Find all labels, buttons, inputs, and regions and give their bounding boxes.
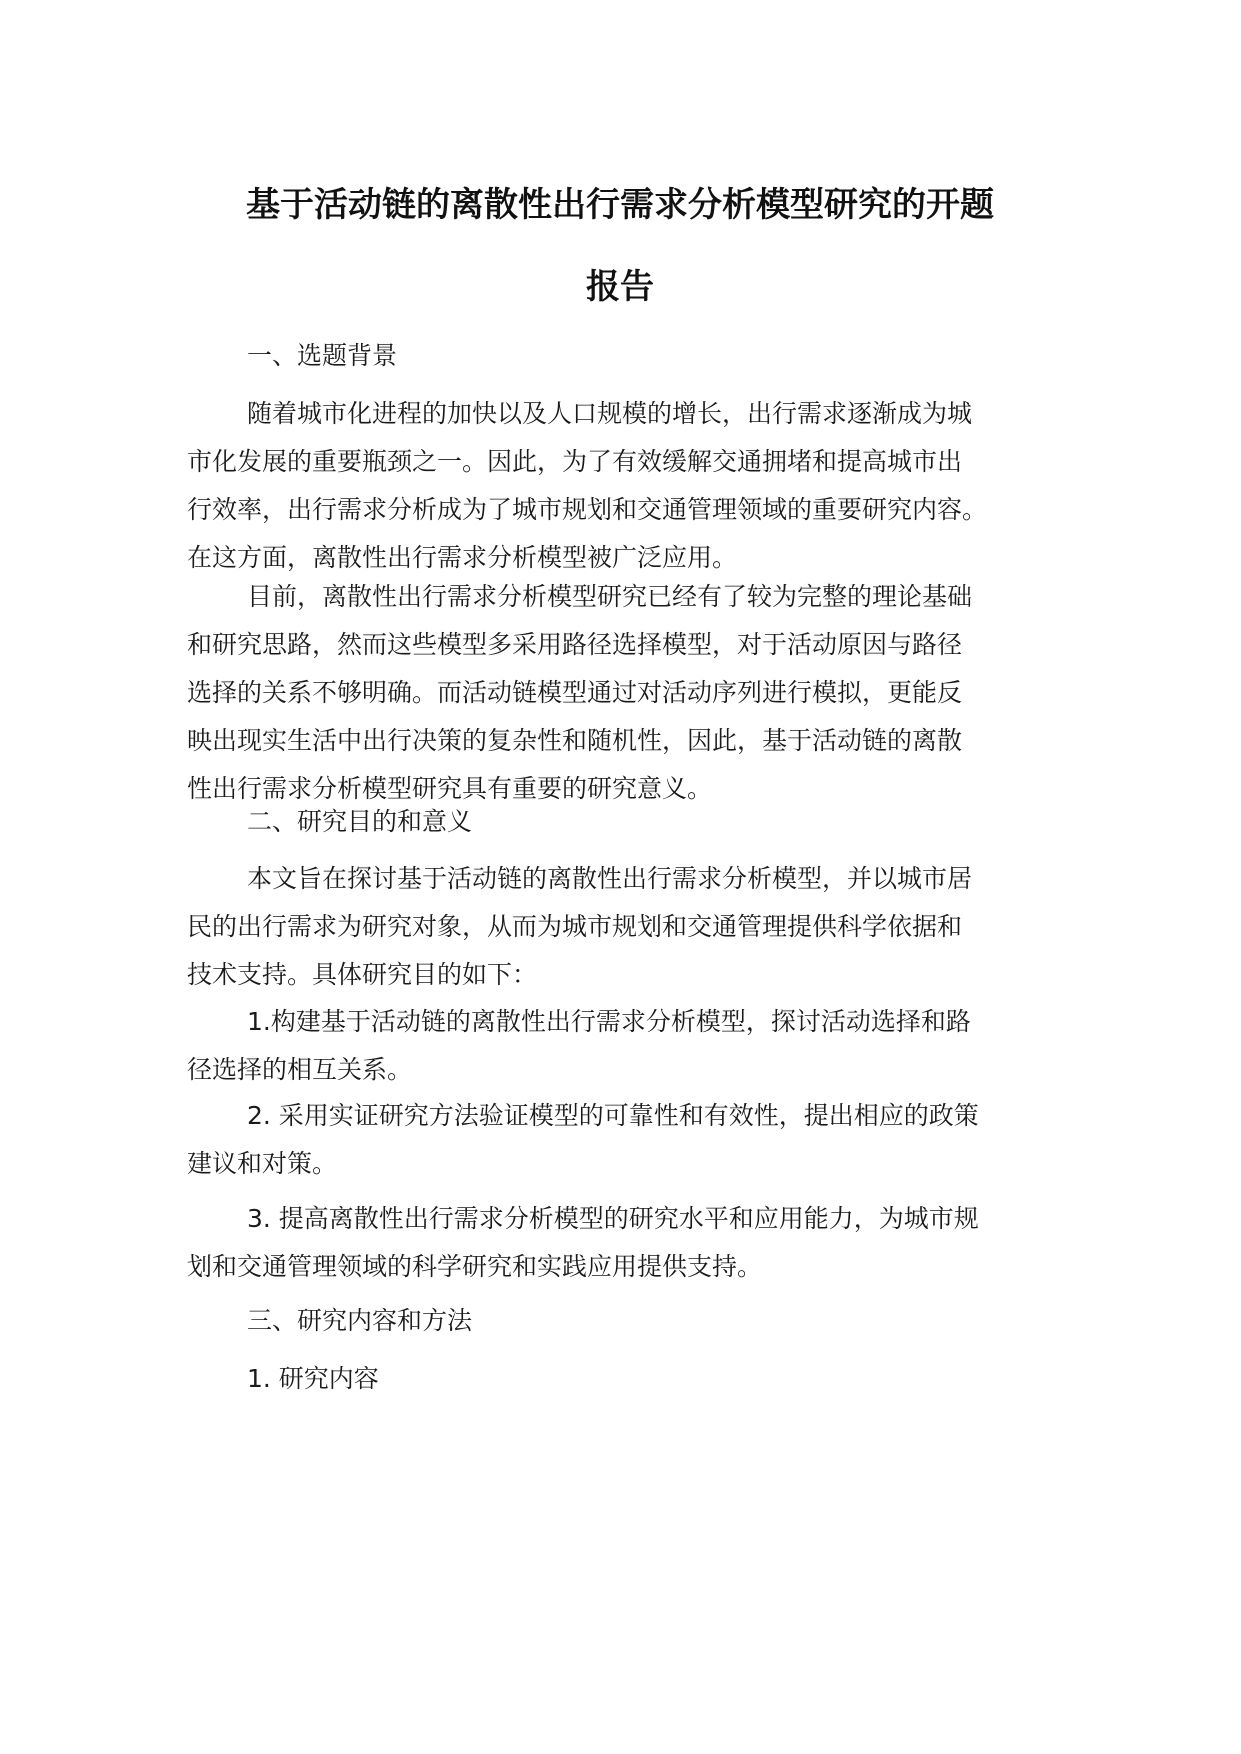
list-item-1 bbox=[187, 998, 1087, 1094]
paragraph-line: 建议和对策。 bbox=[187, 1149, 338, 1178]
paragraph-line: 本文旨在探讨基于活动链的离散性出行需求分析模型，并以城市居 bbox=[247, 864, 973, 893]
paragraph-line: 目前，离散性出行需求分析模型研究已经有了较为完整的理论基础 bbox=[247, 582, 973, 611]
paragraph-background-1 bbox=[187, 390, 1087, 582]
section-heading-background: 一、选题背景 bbox=[247, 341, 398, 370]
paragraph-line: 径选择的相互关系。 bbox=[187, 1055, 413, 1084]
document-title-line-2: 报告 bbox=[586, 267, 654, 307]
paragraph-line: 2. 采用实证研究方法验证模型的可靠性和有效性，提出相应的政策 bbox=[247, 1101, 979, 1130]
subsection-heading-content: 1. 研究内容 bbox=[247, 1364, 379, 1393]
paragraph-line: 选择的关系不够明确。而活动链模型通过对活动序列进行模拟，更能反 bbox=[187, 678, 963, 707]
document-title-line-1: 基于活动链的离散性出行需求分析模型研究的开题 bbox=[246, 185, 994, 225]
paragraph-line: 在这方面，离散性出行需求分析模型被广泛应用。 bbox=[187, 543, 738, 572]
paragraph-line: 技术支持。具体研究目的如下： bbox=[187, 960, 538, 989]
paragraph-line: 随着城市化进程的加快以及人口规模的增长，出行需求逐渐成为城 bbox=[247, 399, 973, 428]
paragraph-line: 映出现实生活中出行决策的复杂性和随机性，因此，基于活动链的离散 bbox=[187, 726, 963, 755]
paragraph-line: 划和交通管理领域的科学研究和实践应用提供支持。 bbox=[187, 1252, 763, 1281]
section-heading-content-methods: 三、研究内容和方法 bbox=[247, 1306, 473, 1335]
list-item-2 bbox=[187, 1092, 1087, 1188]
paragraph-line: 民的出行需求为研究对象，从而为城市规划和交通管理提供科学依据和 bbox=[187, 912, 963, 941]
section-heading-purpose: 二、研究目的和意义 bbox=[247, 807, 473, 836]
paragraph-line: 和研究思路，然而这些模型多采用路径选择模型，对于活动原因与路径 bbox=[187, 630, 963, 659]
paragraph-background-2 bbox=[187, 573, 1087, 813]
paragraph-line: 市化发展的重要瓶颈之一。因此，为了有效缓解交通拥堵和提高城市出 bbox=[187, 447, 963, 476]
paragraph-line: 行效率，出行需求分析成为了城市规划和交通管理领域的重要研究内容。 bbox=[187, 495, 988, 524]
paragraph-purpose bbox=[187, 855, 1087, 999]
list-item-3 bbox=[187, 1195, 1087, 1291]
paragraph-line: 1.构建基于活动链的离散性出行需求分析模型，探讨活动选择和路 bbox=[247, 1007, 971, 1036]
paragraph-line: 性出行需求分析模型研究具有重要的研究意义。 bbox=[187, 774, 713, 803]
paragraph-line: 3. 提高离散性出行需求分析模型的研究水平和应用能力，为城市规 bbox=[247, 1204, 979, 1233]
